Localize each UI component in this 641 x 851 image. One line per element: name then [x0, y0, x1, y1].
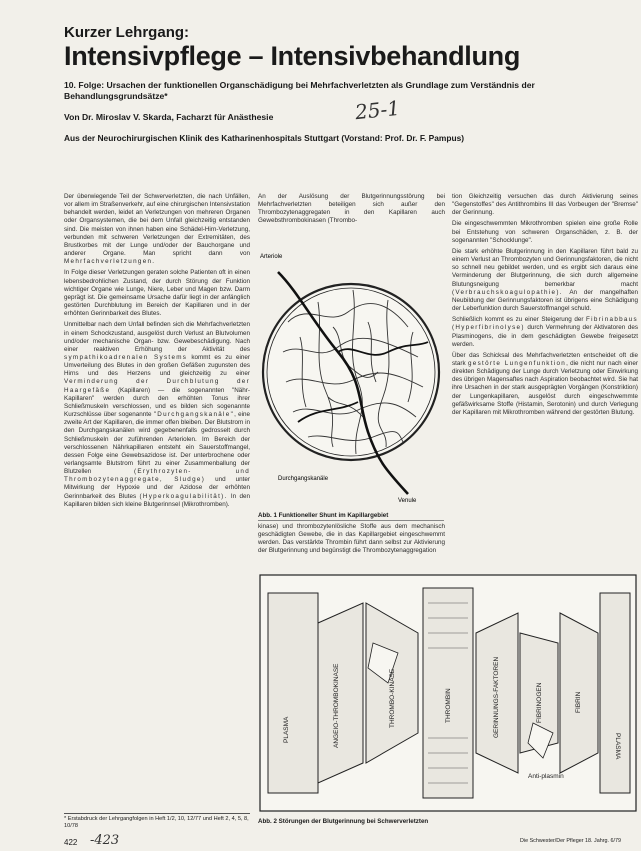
- diagram-label-small: Anti-plasmin: [528, 773, 564, 780]
- diagram-label: FIBRINOGEN: [536, 682, 543, 723]
- column-2-top: [258, 193, 445, 229]
- emphasis-text: (Erythrozyten- und Thrombozytenaggregate, Sludge): [64, 468, 251, 484]
- paragraph: [452, 248, 638, 313]
- diagram-label: FIBRIN: [575, 691, 582, 713]
- text: durch Vermehrung der Aktivatoren des Plasminogens, die in dem geschädigten Gewebe freigesetzt werden.: [452, 324, 638, 348]
- journal-footer: Die Schwester/Der Pfleger 18. Jahrg. 6/79: [520, 838, 621, 844]
- venule-label: Venule: [398, 498, 417, 504]
- column-1: [64, 193, 250, 512]
- paragraph: In Folge dieser Verletzungen geraten solche Patienten oft in einen lebensbedrohlichen Zustand, der durch Störung der Funktion wichtiger Organe wie Lunge, Niere, Leber und Magen bzw. Darm geprägt ist. Die gemeinsame Ursache dafür liegt in der anfänglich gestörten Durchblutung im Bereich der Kapillaren und in der erhöhten Gerinnbarkeit des Blutes.: [64, 269, 250, 318]
- emphasis-text: "Durchgangskanäle": [153, 411, 235, 419]
- channel-label: Durchgangskanäle: [278, 476, 329, 482]
- article-title: Intensivpflege – Intensivbehandlung: [64, 41, 521, 71]
- text: kommt es zu einer Umverteilung des Blutes in den großen Gefäßen zugunsten des Hirns und des Herzens und gleichzeitig zu einer: [64, 353, 250, 378]
- emphasis-text: Verminderung der Durchblutung der Haargefäße: [64, 378, 250, 394]
- emphasis-text: gestörte Lungenfunktion: [468, 359, 567, 367]
- affiliation-line: Aus der Neurochirurgischen Klinik des Katharinenhospitals Stuttgart (Vorstand: Prof. Dr. F. Pampus): [64, 133, 465, 143]
- text: Über das Schicksal des Mehrfachverletzten entscheidet oft die stark: [452, 351, 638, 367]
- emphasis-text: (Hyperkoagulabilität).: [139, 492, 228, 500]
- column-2-bottom: [258, 523, 445, 559]
- figure-2-caption: Abb. 2 Störungen der Blutgerinnung bei Schwerverletzten: [258, 818, 429, 825]
- paragraph: [452, 352, 638, 417]
- paragraph: Die eingeschwemmten Mikrothromben spielen eine große Rolle bei Entstehung von schweren Organschäden, z. B. der sogenannten "Schocklunge".: [452, 220, 638, 244]
- article-subtitle: 10. Folge: Ursachen der funktionellen Organschädigung bei Mehrfachverletzten als Grundlage zum Verständnis der Behandlungsgrundsätze*: [64, 80, 535, 101]
- paragraph: [64, 193, 250, 266]
- diagram-label: PLASMA: [283, 716, 290, 743]
- paragraph: [452, 316, 638, 349]
- text: An der mangelhaften Neubildung der Gerinnungsfaktoren ist übrigens eine Schädigung der Leberfunktion durch Sauerstoffmangel schuld.: [452, 288, 638, 313]
- text: , die nicht nur nach einer direkten Schädigung der Lunge durch Verletzung oder Einwirkung des übrigen Magensaftes nach Aspiration beobachtet wird. Sie hat ihre Ursachen in der stark ausgeprägten Vorgängen (Konstriktion) der Lungenkapillaren, ausgelöst durch eingeschwemmte gefäßwirksame Stoffe (Histamin, Serotonin) und durch Verlegung der Kapillaren mit Mikrothromben während der gestörten Blutung.: [452, 359, 638, 416]
- footnote: * Erstabdruck der Lehrgangfolgen in Heft 1/2, 10, 12/77 und Heft 2, 4, 5, 8, 10/78: [64, 813, 250, 830]
- text: Der überwiegende Teil der Schwerverletzten, die nach Unfällen, vor allem im Straßenverkehr, auf eine chirurgischen Intensivstation behandelt werden, leidet an Verletzungen von mehreren Organen oder Organsystemen, die bei dem Unfall gleichzeitig entstanden sind. Die meisten von ihnen haben eine Schädel-Hirn-Verletzung, verbunden mit schweren Verletzungen der Extremitäten, des Brustkorbes mit der Lunge und/oder der Bauchorgane und anderer Organe. Man spricht dann von: [64, 193, 250, 258]
- diagram-label: PLASMA: [614, 733, 621, 760]
- emphasis-text: Fibrinabbaus (Hyperfibrinolyse): [452, 316, 638, 332]
- paragraph: kinase) und thrombozytenlösliche Stoffe aus dem mechanisch geschädigten Gewebe, die in das Kapillargebiet eingeschwemmt werden. Das verstärkte Thrombin führt dann selbst zur Aktivierung der Blutgerinnung und begünstigt die Thrombozytenaggregation: [258, 523, 445, 555]
- text: In den Kapillaren bilden sich kleine Blutgerinnsel (Mikrothromben).: [64, 492, 251, 508]
- arteriole-label: Arteriole: [260, 254, 283, 260]
- emphasis-text: Mehrfachverletzungen.: [64, 258, 156, 266]
- emphasis-text: (Verbrauchskoagulopathie).: [452, 288, 563, 296]
- figure-1-capillary-diagram: [258, 232, 444, 512]
- caption-rule: [258, 520, 444, 521]
- text: Schließlich kommt es zu einer Steigerung der: [452, 316, 584, 324]
- column-3: [452, 193, 638, 420]
- diagram-label: THROMBO-KINASE: [389, 668, 396, 728]
- emphasis-text: sympathikoadrenalen Systems: [64, 353, 188, 361]
- page-handwritten-note: -423: [90, 833, 120, 848]
- paragraph: [64, 321, 250, 509]
- series-label: Kurzer Lehrgang:: [64, 24, 190, 41]
- diagram-label: THROMBIN: [445, 688, 452, 723]
- figure-2-coagulation-diagram: [258, 573, 638, 813]
- text: , eine zweite Art der Kapillaren, die immer offen bleiben. Der Blutstrom in den Durchgangskanälen wird gegebenenfalls gedrosselt durch Schließmuskeln der zuführenden Arteriolen. Im Bereich der verschlossenen Nährkapillaren entsteht ein Sauerstoffmangel, dessen Folge eine Gewebsazidose ist. Der unterbrochene oder verlangsamte Blutstrom führt zu einer Zusammenballung der Blutzellen: [64, 411, 251, 476]
- paragraph: An der Auslösung der Blutgerinnungsstörung bei Mehrfachverletzten beteiligen sich außer den Thrombozytenaggregaten in den Kapillaren auch Gewebsthrombokinasen (Thrombo-: [258, 193, 445, 225]
- text: und unter Mitwirkung der Hypoxie und der Azidose der erhöhten Gerinnbarkeit des Blutes: [64, 476, 251, 500]
- diagram-label: GERINNUNGS-FAKTOREN: [493, 656, 500, 738]
- text: Unmittelbar nach dem Unfall befinden sich die Mehrfachverletzten in einem Schockzustand, ausgelöst durch Verlust an Blutvolumen und/oder mechanische Organ- bzw. Gewebeschädigung. Nach einer reaktiven Erhöhung der Aktivität des: [64, 321, 250, 353]
- text: Die stark erhöhte Blutgerinnung in den Kapillaren führt bald zu einem Verlust an Thrombozyten und Gerinnungsfaktoren, die nicht so schnell neu gebildet werden, und es ergibt sich daraus eine Verminderung der Blutgerinnung, die sich durch allgemeine Blutungsneigung bemerkbar macht: [452, 247, 638, 288]
- paragraph: tion Gleichzeitig versuchen das durch Aktivierung seines "Gegenstoffes" des Antithrombins III das Vorbeugen der "Bremse" der Gerinnung.: [452, 193, 638, 217]
- figure-1-caption: Abb. 1 Funktioneller Shunt im Kapillargebiet: [258, 512, 389, 519]
- handwritten-note: 25-1: [353, 95, 402, 125]
- page-number: 422: [64, 838, 78, 847]
- diagram-label: ANGEIO-THROMBOKINASE: [333, 663, 340, 748]
- author-line: Von Dr. Miroslav V. Skarda, Facharzt für Anästhesie: [64, 112, 274, 122]
- text: (Kapillaren) — die sogenannten "Nähr-Kapillaren" werden durch den erhöhten Tonus ihrer Schließmuskeln verschlossen, und es bilden sich sogenannte Kurzschlüsse über sogenannte: [64, 386, 250, 419]
